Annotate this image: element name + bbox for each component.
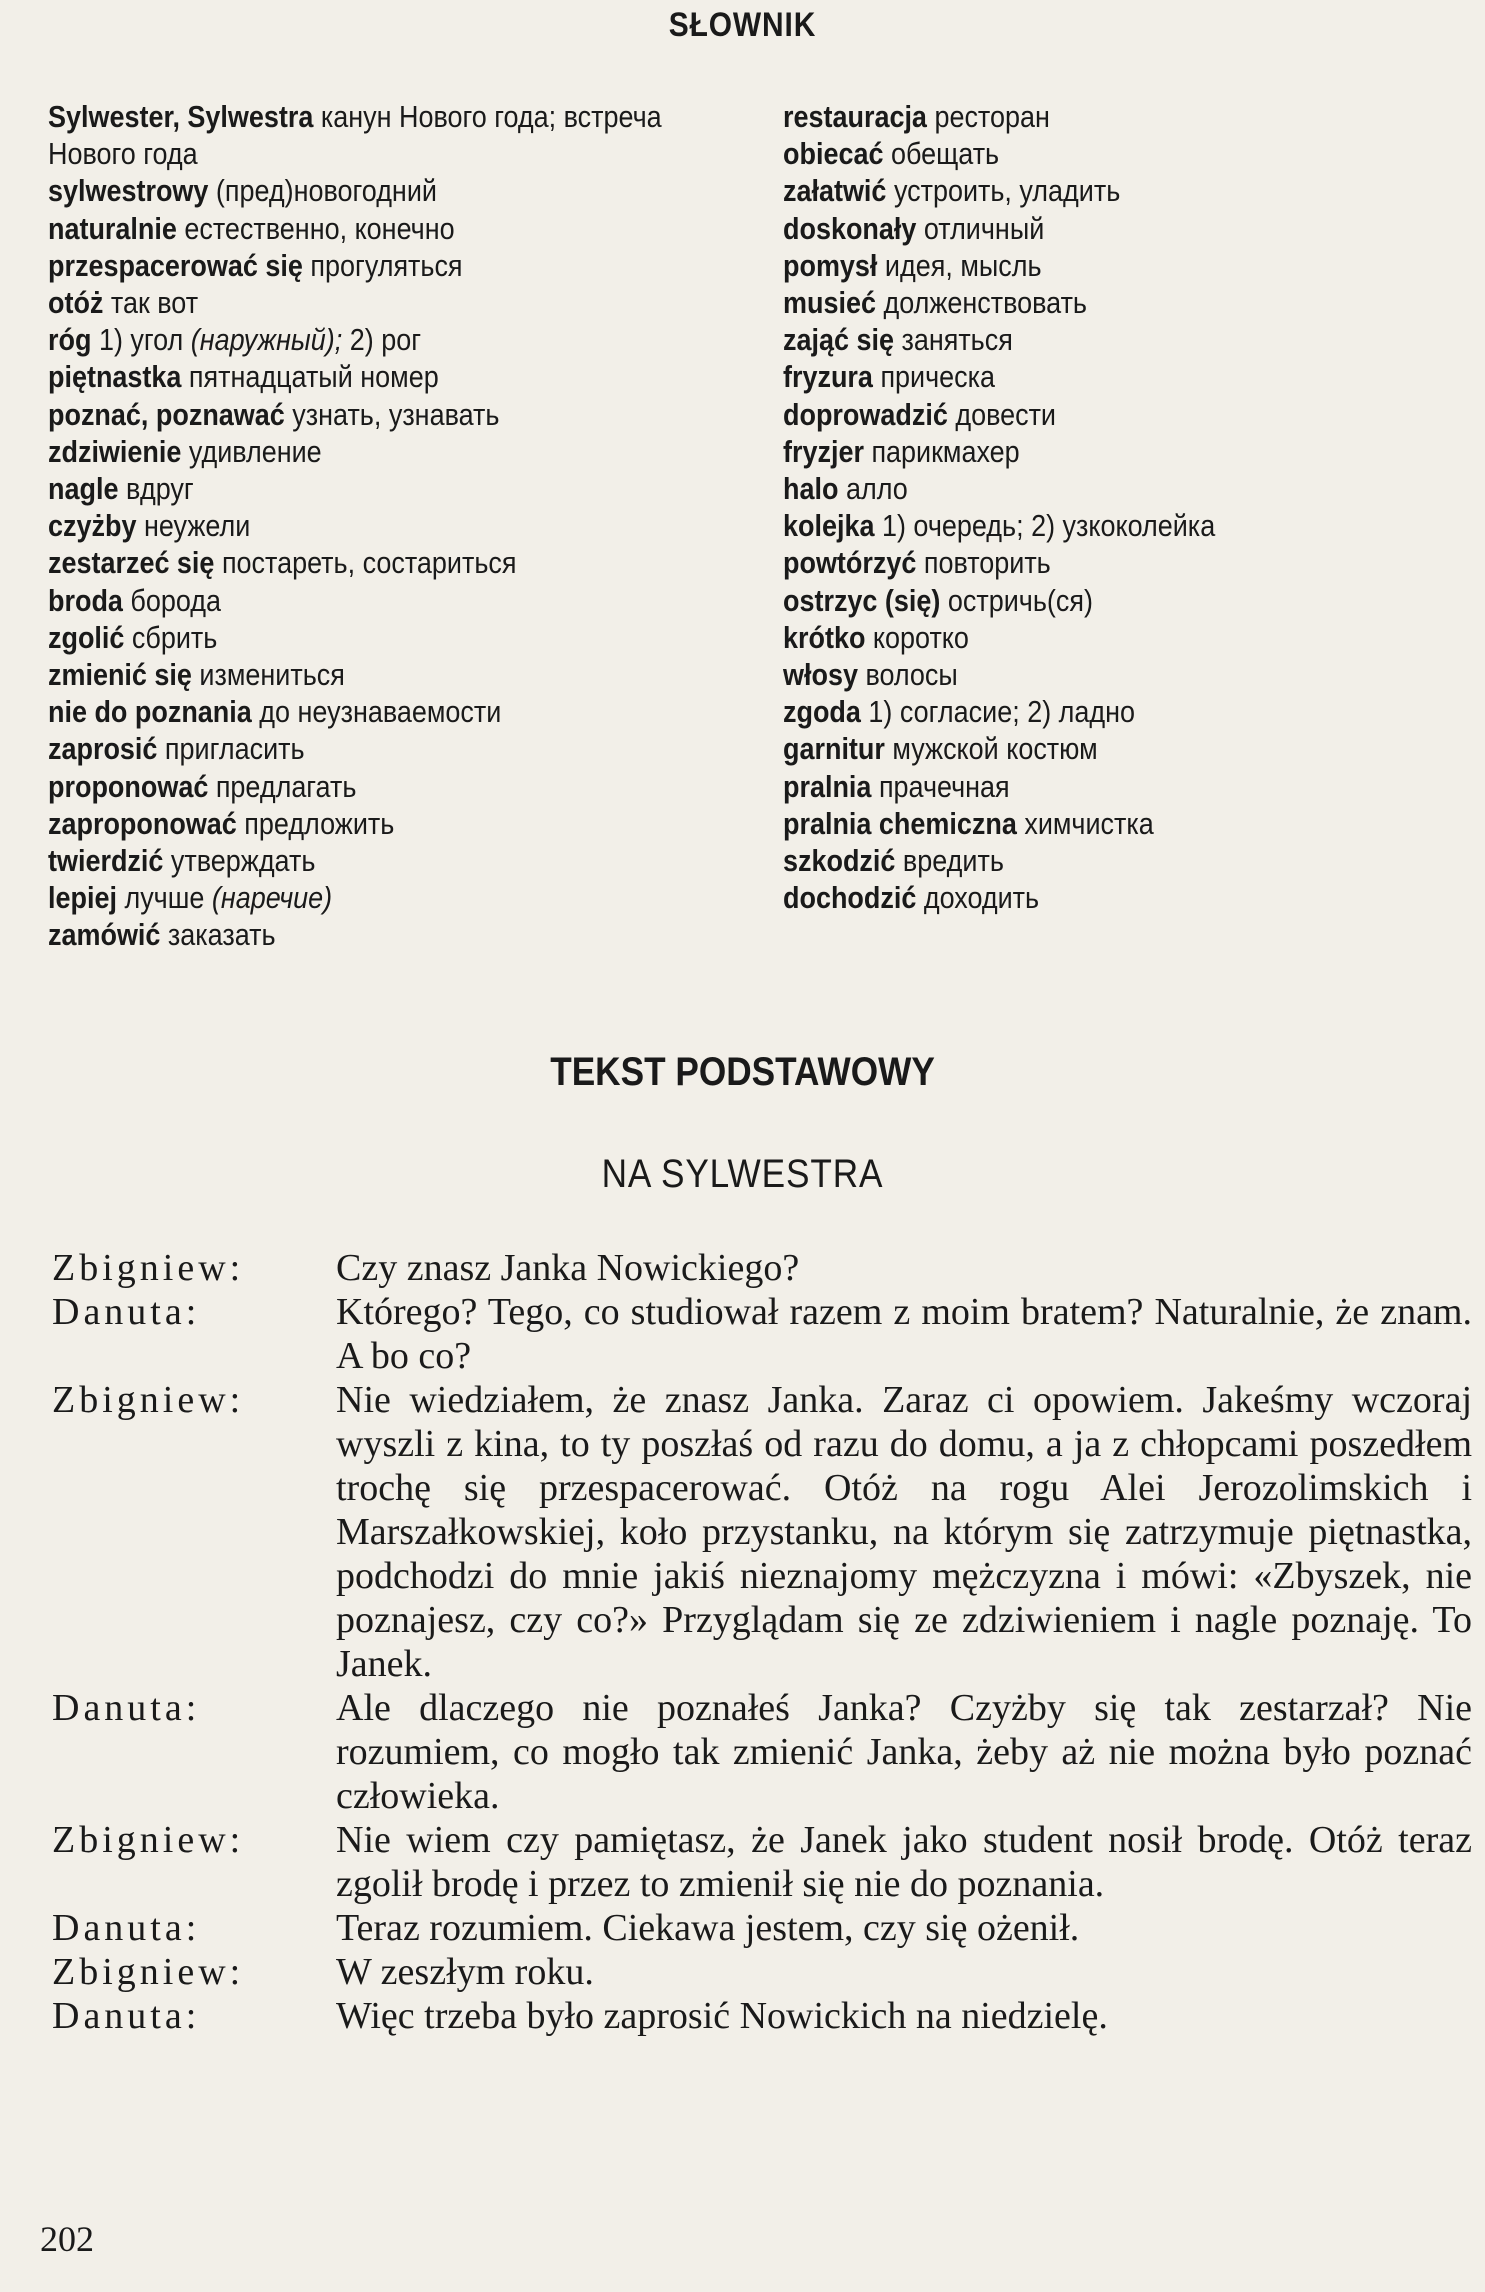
vocab-entry <box>48 172 657 209</box>
vocab-translation: 1) угол <box>98 322 184 358</box>
vocab-term: dochodzić <box>783 880 917 916</box>
speech-text: Nie wiem czy pamiętasz, że Janek jako student nosił brodę. Otóż teraz zgolił brodę i przez to zmienił się nie do poznania. <box>336 1819 1472 1905</box>
vocab-translation: до неузнаваемости <box>259 694 502 730</box>
vocab-translation: обещать <box>890 136 1000 172</box>
vocab-entry <box>783 396 1383 433</box>
vocab-entry <box>783 98 1383 135</box>
vocab-entry <box>48 98 718 172</box>
vocab-term: załatwić <box>783 173 887 209</box>
vocab-entry <box>48 693 657 730</box>
vocab-entry <box>783 582 1383 619</box>
vocab-term: zgolić <box>48 619 125 655</box>
vocab-entry <box>783 172 1383 209</box>
vocab-term: pralnia <box>783 768 872 804</box>
vocab-term: fryzjer <box>783 433 864 469</box>
vocab-translation: вдруг <box>125 471 194 507</box>
vocab-term: musieć <box>783 285 876 321</box>
vocab-translation-2: 2) рог <box>349 322 422 358</box>
vocab-translation: пригласить <box>164 731 305 767</box>
dialogue-line <box>52 1906 1472 1950</box>
vocab-entry <box>783 470 1383 507</box>
vocab-translation: предлагать <box>215 768 357 804</box>
vocab-entry <box>783 210 1383 247</box>
vocab-translation: парикмахер <box>871 433 1020 469</box>
vocab-translation: мужской костюм <box>892 731 1098 767</box>
vocab-term: róg <box>48 322 92 358</box>
vocab-term: poznać, poznawać <box>48 396 285 432</box>
vocab-translation: довести <box>955 396 1057 432</box>
vocab-note: (наречие) <box>211 880 333 916</box>
vocab-entry <box>48 656 657 693</box>
vocab-term: fryzura <box>783 359 873 395</box>
speaker-name: Danuta: <box>52 1907 201 1949</box>
vocab-term: szkodzić <box>783 843 896 879</box>
dialogue-line <box>52 1994 1472 2038</box>
vocab-column-right <box>783 98 1473 916</box>
vocab-entry <box>783 321 1383 358</box>
vocab-entry <box>783 805 1383 842</box>
vocab-entry <box>48 210 657 247</box>
dialogue-line <box>52 1290 1472 1378</box>
vocab-term: halo <box>783 471 839 507</box>
vocab-entry <box>783 619 1383 656</box>
vocab-entry <box>48 582 657 619</box>
vocab-term: broda <box>48 582 123 618</box>
dialogue-line <box>52 1818 1472 1906</box>
vocab-entry <box>48 768 657 805</box>
speaker-name: Danuta: <box>52 1995 201 2037</box>
vocab-translation: вредить <box>902 843 1004 879</box>
vocab-note: (наружный); <box>190 322 343 358</box>
speech-text: Czy znasz Janka Nowickiego? <box>336 1247 800 1289</box>
vocab-translation: 1) согласие; 2) ладно <box>868 694 1136 730</box>
vocab-term: kolejka <box>783 508 875 544</box>
vocab-translation: остричь(ся) <box>947 582 1093 618</box>
vocab-entry <box>783 433 1383 470</box>
vocab-translation: лучше <box>124 880 205 916</box>
vocab-entry <box>48 284 657 321</box>
vocab-entry <box>48 396 657 433</box>
vocab-entry <box>783 358 1383 395</box>
vocab-term: zestarzeć się <box>48 545 215 581</box>
speech-text: Którego? Tego, co studiował razem z moim bratem? Naturalnie, że znam. A bo co? <box>336 1291 1472 1377</box>
vocab-entry <box>783 656 1383 693</box>
vocab-term: obiecać <box>783 136 884 172</box>
vocab-term: pomysł <box>783 247 878 283</box>
vocab-entry <box>48 730 657 767</box>
vocab-term: nie do poznania <box>48 694 252 730</box>
vocab-translation: постареть, состариться <box>221 545 517 581</box>
vocab-translation: предложить <box>244 805 395 841</box>
vocab-term: włosy <box>783 657 858 693</box>
vocab-entry <box>48 507 657 544</box>
dialogue-line <box>52 1686 1472 1818</box>
speech-text: Teraz rozumiem. Ciekawa jestem, czy się ożenił. <box>336 1907 1080 1949</box>
vocab-translation: заказать <box>167 917 276 953</box>
vocab-entry <box>48 619 657 656</box>
vocab-term: Sylwester, Sylwestra <box>48 99 314 134</box>
vocab-term: sylwestrowy <box>48 173 209 209</box>
speaker-name: Zbigniew: <box>52 1379 245 1421</box>
vocab-translation: (пред)новогодний <box>215 173 437 209</box>
vocab-term: doprowadzić <box>783 396 948 432</box>
vocab-translation: доходить <box>923 880 1040 916</box>
vocab-entry <box>48 433 657 470</box>
vocab-translation: повторить <box>923 545 1051 581</box>
vocab-entry <box>48 470 657 507</box>
section-title: TEKST PODSTAWOWY <box>550 1050 935 1094</box>
vocab-entry <box>48 544 657 581</box>
vocab-translation: неужели <box>143 508 251 544</box>
vocab-term: lepiej <box>48 880 117 916</box>
vocab-term: zaproponować <box>48 805 237 841</box>
vocab-term: zdziwienie <box>48 433 182 469</box>
vocab-entry <box>48 916 657 953</box>
vocab-term: zamówić <box>48 917 161 953</box>
vocab-column-left <box>48 98 748 954</box>
vocab-term: otóż <box>48 285 104 321</box>
vocab-translation: сбрить <box>131 619 218 655</box>
speech-text: Ale dlaczego nie poznałeś Janka? Czyżby się tak zestarzał? Nie rozumiem, co mogło tak zmienić Janka, żeby aż nie można było poznać człowieka. <box>336 1687 1472 1817</box>
vocab-entry <box>783 507 1383 544</box>
vocab-term: zaprosić <box>48 731 158 767</box>
vocab-translation: ресторан <box>934 99 1050 134</box>
speaker-name: Zbigniew: <box>52 1951 245 1993</box>
dictionary-header: SŁOWNIK <box>668 6 817 44</box>
vocab-term: piętnastka <box>48 359 182 395</box>
vocab-entry <box>48 321 657 358</box>
vocab-translation: прачечная <box>878 768 1010 804</box>
vocab-term: garnitur <box>783 731 885 767</box>
vocab-term: powtórzyć <box>783 545 917 581</box>
text-title: NA SYLWESTRA <box>601 1152 884 1196</box>
vocab-translation: канун Нового года; встреча Нового года <box>48 99 662 172</box>
vocab-translation: волосы <box>865 657 958 693</box>
dialogue-line <box>52 1246 1472 1290</box>
speaker-name: Danuta: <box>52 1291 201 1333</box>
vocab-translation: борода <box>130 582 222 618</box>
vocab-entry <box>783 247 1383 284</box>
vocab-entry <box>48 879 657 916</box>
vocab-translation: естественно, конечно <box>184 210 455 246</box>
speech-text: W zeszłym roku. <box>336 1951 594 1993</box>
speech-text: Nie wiedziałem, że znasz Janka. Zaraz ci opowiem. Jakeśmy wczoraj wyszli z kina, to ty poszłaś od razu do domu, a ja z chłopcami poszedłem trochę się przespacerować. Otóż na rogu Alei Jerozolimskich i Marszałkowskiej, koło przystanku, na którym się zatrzymuje piętnastka, podchodzi do mnie jakiś nieznajomy mężczyzna i mówi: «Zbyszek, nie poznajesz, czy co?» Przyglądam się ze zdziwieniem i nagle poznaję. To Janek. <box>336 1379 1472 1685</box>
speech-text: Więc trzeba było zaprosić Nowickich na niedzielę. <box>336 1995 1108 2037</box>
vocab-translation: 1) очередь; 2) узкоколейка <box>881 508 1216 544</box>
vocab-term: twierdzić <box>48 843 164 879</box>
vocab-entry <box>783 544 1383 581</box>
vocab-entry <box>48 358 657 395</box>
vocab-term: pralnia chemiczna <box>783 805 1017 841</box>
vocab-translation: долженствовать <box>883 285 1087 321</box>
dialogue-line <box>52 1378 1472 1686</box>
vocab-translation: идея, мысль <box>884 247 1042 283</box>
speaker-name: Zbigniew: <box>52 1819 245 1861</box>
dialogue <box>52 1246 1472 2038</box>
vocab-entry <box>783 730 1383 767</box>
vocab-term: czyżby <box>48 508 137 544</box>
vocab-term: zmienić się <box>48 657 192 693</box>
speaker-name: Zbigniew: <box>52 1247 245 1289</box>
vocab-entry <box>783 842 1383 879</box>
vocab-translation: алло <box>845 471 908 507</box>
vocab-term: przespacerować się <box>48 247 303 283</box>
vocab-term: proponować <box>48 768 209 804</box>
vocab-translation: удивление <box>188 433 322 469</box>
vocab-entry <box>48 842 657 879</box>
vocab-translation: устроить, уладить <box>893 173 1121 209</box>
vocab-term: krótko <box>783 619 866 655</box>
page-number: 202 <box>40 2219 94 2259</box>
vocab-term: zgoda <box>783 694 861 730</box>
vocab-translation: отличный <box>923 210 1045 246</box>
vocab-translation: прическа <box>880 359 996 395</box>
vocab-translation: узнать, узнавать <box>292 396 500 432</box>
vocab-entry <box>48 247 657 284</box>
vocab-term: ostrzyc (się) <box>783 582 941 618</box>
vocab-translation: утверждать <box>170 843 316 879</box>
vocab-term: zająć się <box>783 322 894 358</box>
vocab-translation: коротко <box>872 619 969 655</box>
vocab-translation: заняться <box>901 322 1013 358</box>
vocab-translation: пятнадцатый номер <box>188 359 439 395</box>
vocab-entry <box>783 768 1383 805</box>
dialogue-line <box>52 1950 1472 1994</box>
vocab-translation: химчистка <box>1024 805 1154 841</box>
vocab-entry <box>783 693 1383 730</box>
vocab-entry <box>48 805 657 842</box>
vocab-entry <box>783 135 1383 172</box>
vocab-translation: так вот <box>110 285 199 321</box>
vocab-term: naturalnie <box>48 210 177 246</box>
vocab-entry <box>783 879 1383 916</box>
vocab-translation: измениться <box>199 657 345 693</box>
vocab-translation: прогуляться <box>310 247 463 283</box>
speaker-name: Danuta: <box>52 1687 201 1729</box>
vocab-entry <box>783 284 1383 321</box>
vocab-term: doskonały <box>783 210 917 246</box>
vocab-term: restauracja <box>783 99 927 134</box>
vocab-term: nagle <box>48 471 119 507</box>
